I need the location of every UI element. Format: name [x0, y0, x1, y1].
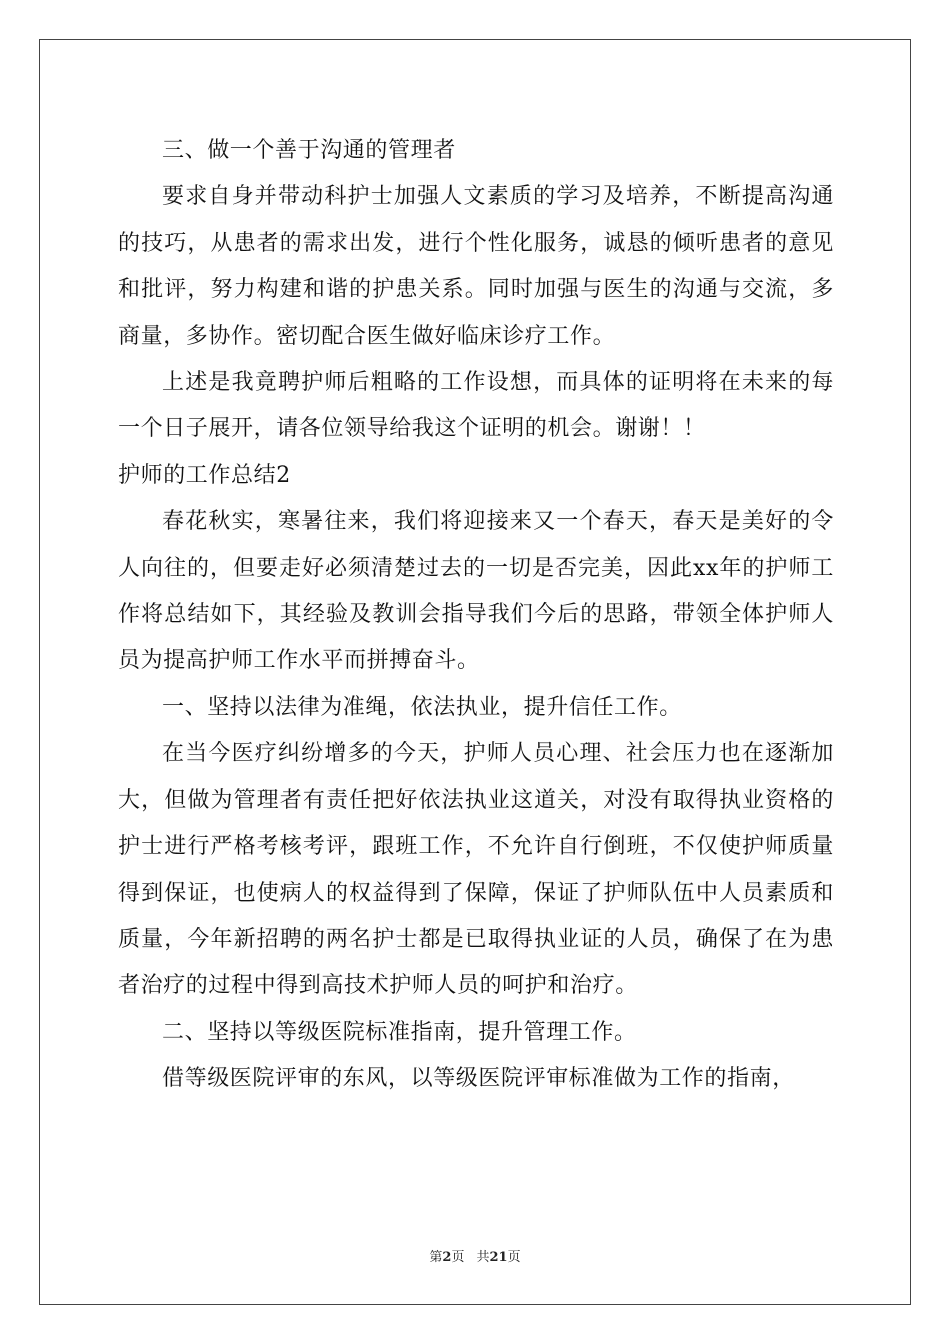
total-unit: 页	[507, 1250, 521, 1265]
paragraph: 上述是我竟聘护师后粗略的工作设想，而具体的证明将在未来的每一个日子展开，请各位领导给我这个证明的机会。谢谢！！	[118, 370, 834, 442]
page-current: 2	[442, 1250, 452, 1265]
section-title: 护师的工作总结2	[118, 462, 291, 488]
document-body	[118, 128, 834, 1103]
total-prefix: 共	[476, 1250, 490, 1265]
paragraph: 三、做一个善于沟通的管理者	[162, 138, 456, 163]
page-footer	[0, 1246, 950, 1265]
paragraph: 二、坚持以等级医院标准指南，提升管理工作。	[162, 1019, 637, 1045]
paragraph: 要求自身并带动科护士加强人文素质的学习及培养，不断提高沟通的技巧，从患者的需求出发，进行个性化服务，诚恳的倾听患者的意见和批评，努力构建和谐的护患关系。同时加强与医生的沟通与交流，多商量，多协作。密切配合医生做好临床诊疗工作。	[118, 184, 834, 349]
page-total: 21	[489, 1250, 508, 1265]
page-unit: 页	[451, 1250, 465, 1265]
page-prefix: 第	[429, 1250, 443, 1265]
paragraph: 春花秋实，寒暑往来，我们将迎接来又一个春天，春天是美好的令人向往的，但要走好必须清楚过去的一切是否完美，因此xx年的护师工作将总结如下，其经验及教训会指导我们今后的思路，带领全体护师人员为提高护师工作水平而拼搏奋斗。	[118, 509, 834, 674]
paragraph: 借等级医院评审的东风，以等级医院评审标准做为工作的指南，	[162, 1066, 795, 1092]
paragraph: 在当今医疗纠纷增多的今天，护师人员心理、社会压力也在逐渐加大，但做为管理者有责任把好依法执业这道关，对没有取得执业资格的护士进行严格考核考评，跟班工作，不允许自行倒班，不仅使护师质量得到保证，也使病人的权益得到了保障，保证了护师队伍中人员素质和质量，今年新招聘的两名护士都是已取得执业证的人员，确保了在为患者治疗的过程中得到高技术护师人员的呵护和治疗。	[118, 741, 834, 999]
paragraph: 一、坚持以法律为准绳，依法执业，提升信任工作。	[162, 694, 682, 720]
